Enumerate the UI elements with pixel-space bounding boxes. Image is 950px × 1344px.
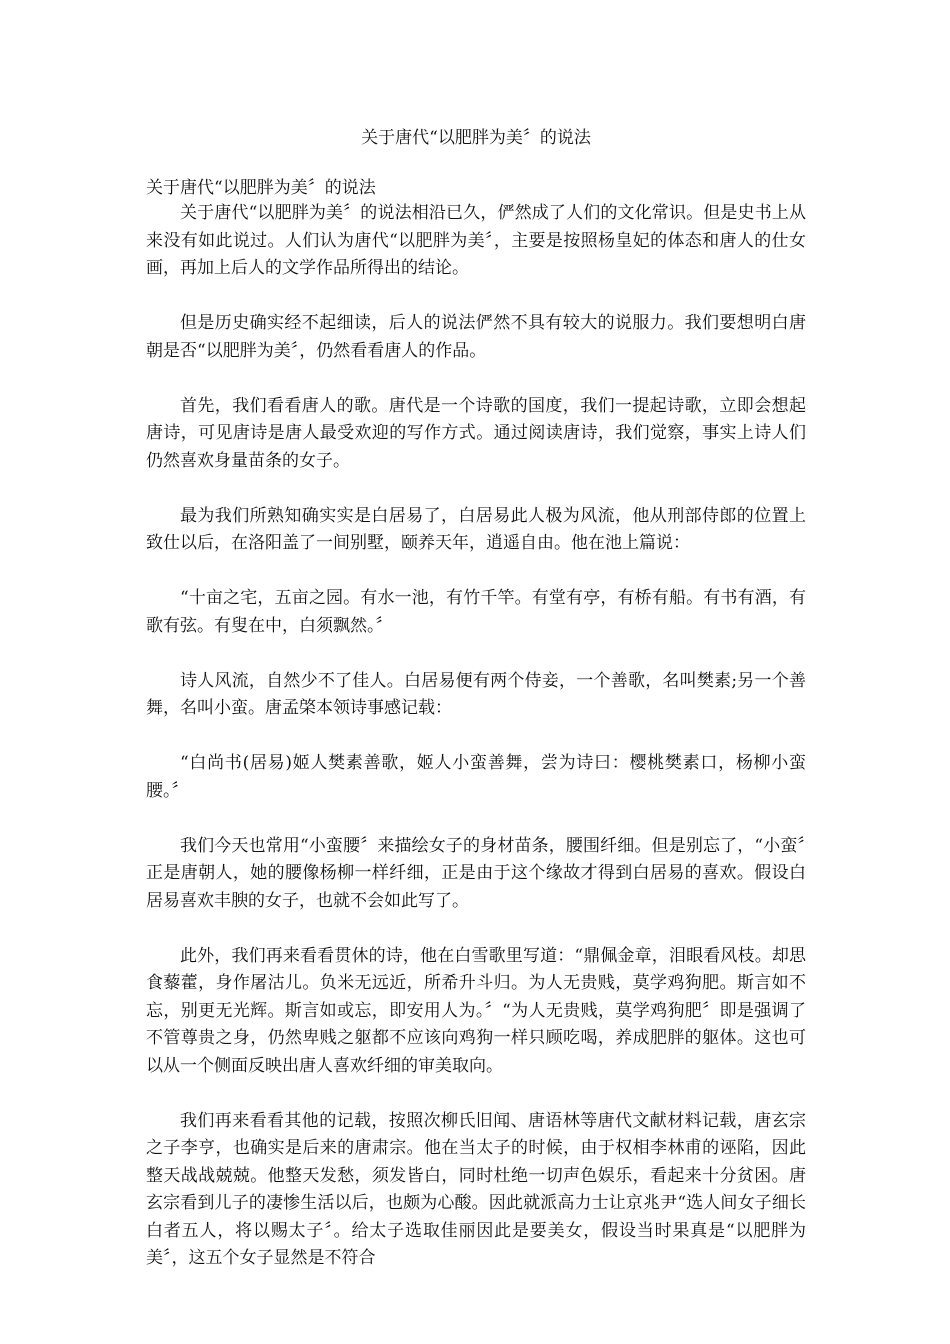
paragraph: “白尚书(居易)姬人樊素善歌，姬人小蛮善舞，尝为诗曰：樱桃樊素口，杨柳小蛮腰。〞 [146, 753, 806, 801]
paragraph: 我们今天也常用“小蛮腰〞来描绘女子的身材苗条，腰围纤细。但是别忘了，“小蛮〞正是唐朝人，她的腰像杨柳一样纤细，正是由于这个缘故才得到白居易的喜欢。假设白居易喜欢丰腴的女子，也就不会如此写了。 [146, 835, 806, 911]
paragraph: 但是历史确实经不起细读，后人的说法俨然不具有较大的说服力。我们要想明白唐朝是否“以肥胖为美〞，仍然看看唐人的作品。 [146, 313, 806, 361]
document-title: 关于唐代“以肥胖为美〞的说法 [361, 128, 591, 148]
document-body [146, 200, 806, 1273]
paragraph: 最为我们所熟知确实实是白居易了，白居易此人极为风流，他从刑部侍郎的位置上致仕以后，在洛阳盖了一间别墅，颐养天年，逍遥自由。他在池上篇说： [146, 505, 806, 553]
document-subtitle: 关于唐代“以肥胖为美〞的说法 [146, 178, 376, 198]
paragraph: 我们再来看看其他的记载，按照次柳氏旧闻、唐语林等唐代文献材料记载，唐玄宗之子李亨，也确实是后来的唐肃宗。他在当太子的时候，由于权相李林甫的诬陷，因此整天战战兢兢。他整天发愁，须发皆白，同时杜绝一切声色娱乐，看起来十分贫困。唐玄宗看到儿子的凄惨生活以后，也颇为心酸。因此就派高力士让京兆尹“选人间女子细长白者五人，将以赐太子〞。给太子选取佳丽因此是要美女，假设当时果真是“以肥胖为美〞，这五个女子显然是不符合 [146, 1110, 806, 1268]
paragraph: 此外，我们再来看看贯休的诗，他在白雪歌里写道：“鼎佩金章，泪眼看风枝。却思食藜藿，身作屠沽儿。负米无远近，所希升斗归。为人无贵贱，莫学鸡狗肥。斯言如不忘，别更无光辉。斯言如或忘，即安用人为。〞“为人无贵贱，莫学鸡狗肥〞即是强调了不管尊贵之身，仍然卑贱之躯都不应该向鸡狗一样只顾吃喝，养成肥胖的躯体。这也可以从一个侧面反映出唐人喜欢纤细的审美取向。 [146, 945, 806, 1076]
paragraph: 关于唐代“以肥胖为美〞的说法相沿已久，俨然成了人们的文化常识。但是史书上从来没有如此说过。人们认为唐代“以肥胖为美〞，主要是按照杨皇妃的体态和唐人的仕女画，再加上后人的文学作品所得出的结论。 [146, 203, 806, 278]
paragraph: 首先，我们看看唐人的歌。唐代是一个诗歌的国度，我们一提起诗歌，立即会想起唐诗，可见唐诗是唐人最受欢迎的写作方式。通过阅读唐诗，我们觉察，事实上诗人们仍然喜欢身量苗条的女子。 [146, 395, 806, 471]
paragraph: “十亩之宅，五亩之园。有水一池，有竹千竿。有堂有亭，有桥有船。有书有酒，有歌有弦。有叟在中，白须飘然。〞 [146, 588, 806, 636]
paragraph: 诗人风流，自然少不了佳人。白居易便有两个侍妾，一个善歌，名叫樊素;另一个善舞，名叫小蛮。唐孟棨本领诗事感记载： [146, 670, 806, 718]
